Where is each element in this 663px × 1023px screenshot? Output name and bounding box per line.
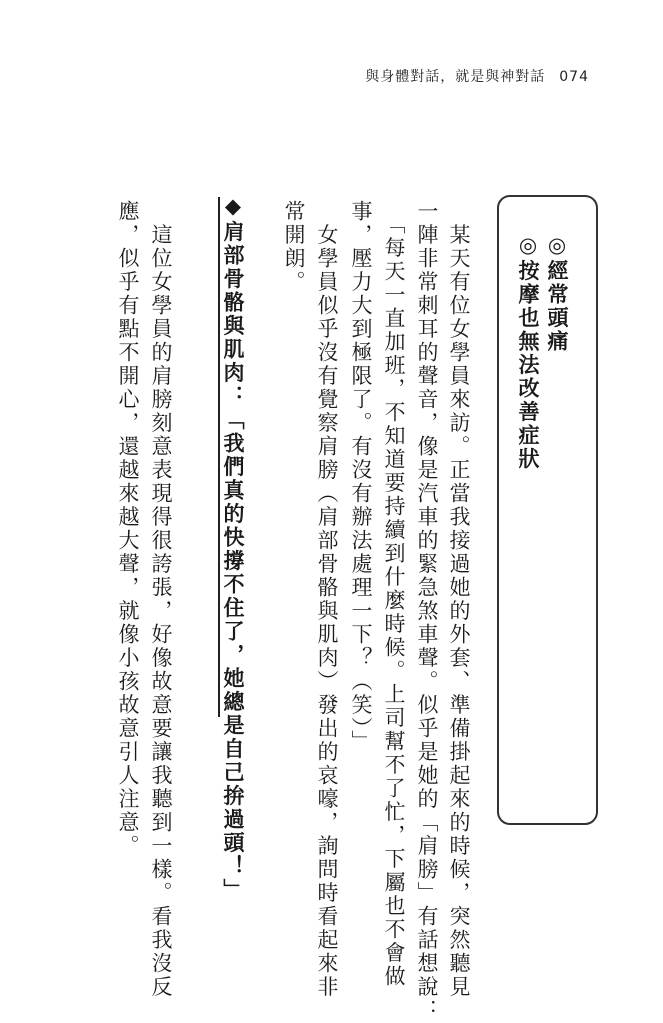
paragraph-line: 應，似乎有點不開心，還越來越大聲，就像小孩故意引人注意。	[116, 200, 140, 858]
heading-rule	[218, 197, 220, 717]
book-title: 與身體對話，就是與神對話	[365, 69, 546, 85]
running-head	[365, 66, 589, 86]
paragraph-line: 事，壓力大到極限了。有沒有辦法處理一下？（笑）」	[349, 200, 373, 754]
section-heading: ◆肩部骨骼與肌肉：「我們真的快撐不住了，她總是自己拚過頭！」	[221, 194, 245, 902]
paragraph-line: 「每天一直加班，不知道要持續到什麼時候。上司幫不了忙，下屬也不會做	[382, 200, 406, 989]
summary-line-1: ◎經常頭痛	[545, 233, 569, 354]
summary-line-2: ◎按摩也無法改善症狀	[516, 233, 540, 471]
paragraph-line: 常開朗。	[282, 200, 306, 294]
paragraph-line: 這位女學員的肩膀刻意表現得很誇張，好像故意要讓我聽到一樣。看我沒反	[149, 200, 173, 999]
paragraph-line: 某天有位女學員來訪。正當我接過她的外套、準備掛起來的時候，突然聽見	[447, 200, 471, 999]
paragraph-line: 一陣非常刺耳的聲音，像是汽車的緊急煞車聲。似乎是她的「肩膀」有話想說：	[415, 200, 439, 1023]
page-number: 074	[559, 69, 589, 85]
paragraph-line: 女學員似乎沒有覺察肩膀（肩部骨骼與肌肉）發出的哀嚎，詢問時看起來非	[315, 200, 339, 999]
